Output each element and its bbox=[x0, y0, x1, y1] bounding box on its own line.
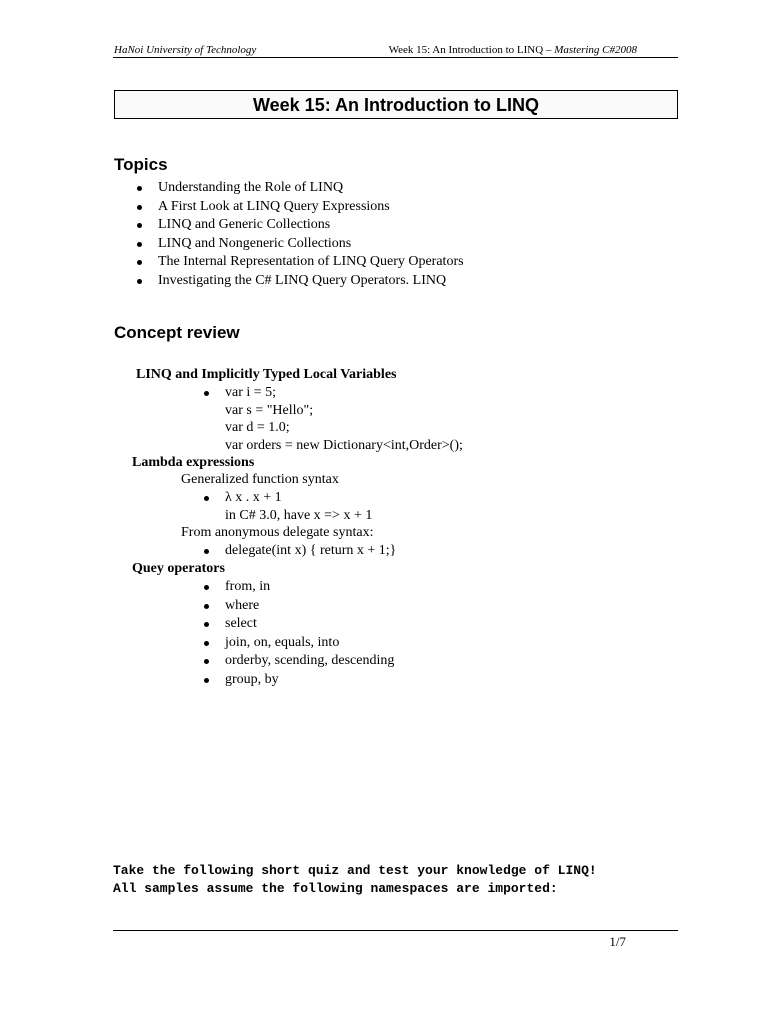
bullet-icon bbox=[137, 186, 142, 191]
header-university: HaNoi University of Technology bbox=[114, 44, 257, 56]
code-line: var d = 1.0; bbox=[225, 420, 290, 435]
bullet-icon bbox=[204, 678, 209, 683]
lambda-anonymous-text: From anonymous delegate syntax: bbox=[181, 525, 374, 540]
topic-item bbox=[158, 179, 464, 198]
query-operators-heading: Quey operators bbox=[132, 561, 225, 576]
operator-text: select bbox=[225, 616, 257, 632]
topic-text: Understanding the Role of LINQ bbox=[158, 180, 344, 195]
quiz-intro bbox=[113, 862, 597, 898]
code-line: var orders = new Dictionary<int,Order>(); bbox=[225, 437, 463, 453]
delegate-item bbox=[225, 542, 396, 560]
bullet-icon bbox=[137, 242, 142, 247]
bullet-icon bbox=[137, 205, 142, 210]
operator-item bbox=[225, 578, 394, 597]
header-book-title: Mastering C#2008 bbox=[554, 44, 637, 56]
lambda-item bbox=[225, 489, 372, 524]
delegate-line: delegate(int x) { return x + 1;} bbox=[225, 543, 397, 558]
lambda-line: in C# 3.0, have x => x + 1 bbox=[225, 507, 373, 523]
header-divider bbox=[113, 57, 678, 58]
topic-text: Investigating the C# LINQ Query Operators. LINQ bbox=[158, 272, 447, 288]
implicit-vars-heading: LINQ and Implicitly Typed Local Variables bbox=[136, 367, 397, 382]
page-title: Week 15: An Introduction to LINQ bbox=[252, 94, 539, 115]
bullet-icon bbox=[204, 496, 209, 501]
query-operators-list bbox=[225, 578, 394, 690]
bullet-icon bbox=[137, 279, 142, 284]
code-line: var i = 5; bbox=[225, 385, 277, 400]
lambda-heading: Lambda expressions bbox=[132, 455, 255, 470]
bullet-icon bbox=[204, 585, 209, 590]
implicit-vars-list bbox=[225, 384, 463, 454]
topic-item bbox=[158, 253, 464, 272]
bullet-icon bbox=[137, 260, 142, 265]
page-number: 1/7 bbox=[609, 934, 626, 949]
topic-item bbox=[158, 198, 464, 217]
title-box bbox=[114, 90, 678, 119]
bullet-icon bbox=[204, 549, 209, 554]
quiz-line-2: All samples assume the following namespaces are imported: bbox=[113, 881, 558, 896]
topic-text: LINQ and Nongeneric Collections bbox=[158, 235, 352, 251]
operator-item bbox=[225, 615, 394, 634]
operator-text: from, in bbox=[225, 579, 271, 594]
operator-item bbox=[225, 671, 394, 690]
topic-text: LINQ and Generic Collections bbox=[158, 217, 331, 233]
operator-item bbox=[225, 634, 394, 653]
topic-text: A First Look at LINQ Query Expressions bbox=[158, 198, 390, 214]
bullet-icon bbox=[204, 659, 209, 664]
topic-item bbox=[158, 216, 464, 235]
header-course bbox=[389, 44, 637, 57]
operator-item bbox=[225, 597, 394, 616]
code-sample-item bbox=[225, 384, 463, 454]
quiz-line-1: Take the following short quiz and test your knowledge of LINQ! bbox=[113, 863, 597, 878]
topic-item bbox=[158, 235, 464, 254]
code-line: var s = "Hello"; bbox=[225, 402, 314, 418]
bullet-icon bbox=[204, 391, 209, 396]
concept-review-heading: Concept review bbox=[114, 323, 240, 342]
operator-text: where bbox=[225, 597, 260, 613]
header-course-title: Week 15: An Introduction to LINQ – bbox=[388, 44, 555, 56]
operator-text: join, on, equals, into bbox=[225, 634, 340, 650]
topic-text: The Internal Representation of LINQ Query Operators bbox=[158, 254, 464, 270]
operator-item bbox=[225, 652, 394, 671]
lambda-generalized-text: Generalized function syntax bbox=[181, 472, 339, 487]
topics-list bbox=[158, 179, 464, 291]
lambda-list bbox=[225, 489, 372, 524]
bullet-icon bbox=[137, 223, 142, 228]
operator-text: group, by bbox=[225, 671, 279, 687]
delegate-list bbox=[225, 542, 396, 560]
topic-item bbox=[158, 272, 464, 291]
lambda-line: λ x . x + 1 bbox=[225, 490, 282, 505]
bullet-icon bbox=[204, 641, 209, 646]
bullet-icon bbox=[204, 622, 209, 627]
operator-text: orderby, scending, descending bbox=[225, 653, 395, 669]
topics-heading: Topics bbox=[114, 155, 168, 174]
bullet-icon bbox=[204, 604, 209, 609]
footer-divider bbox=[113, 930, 678, 931]
